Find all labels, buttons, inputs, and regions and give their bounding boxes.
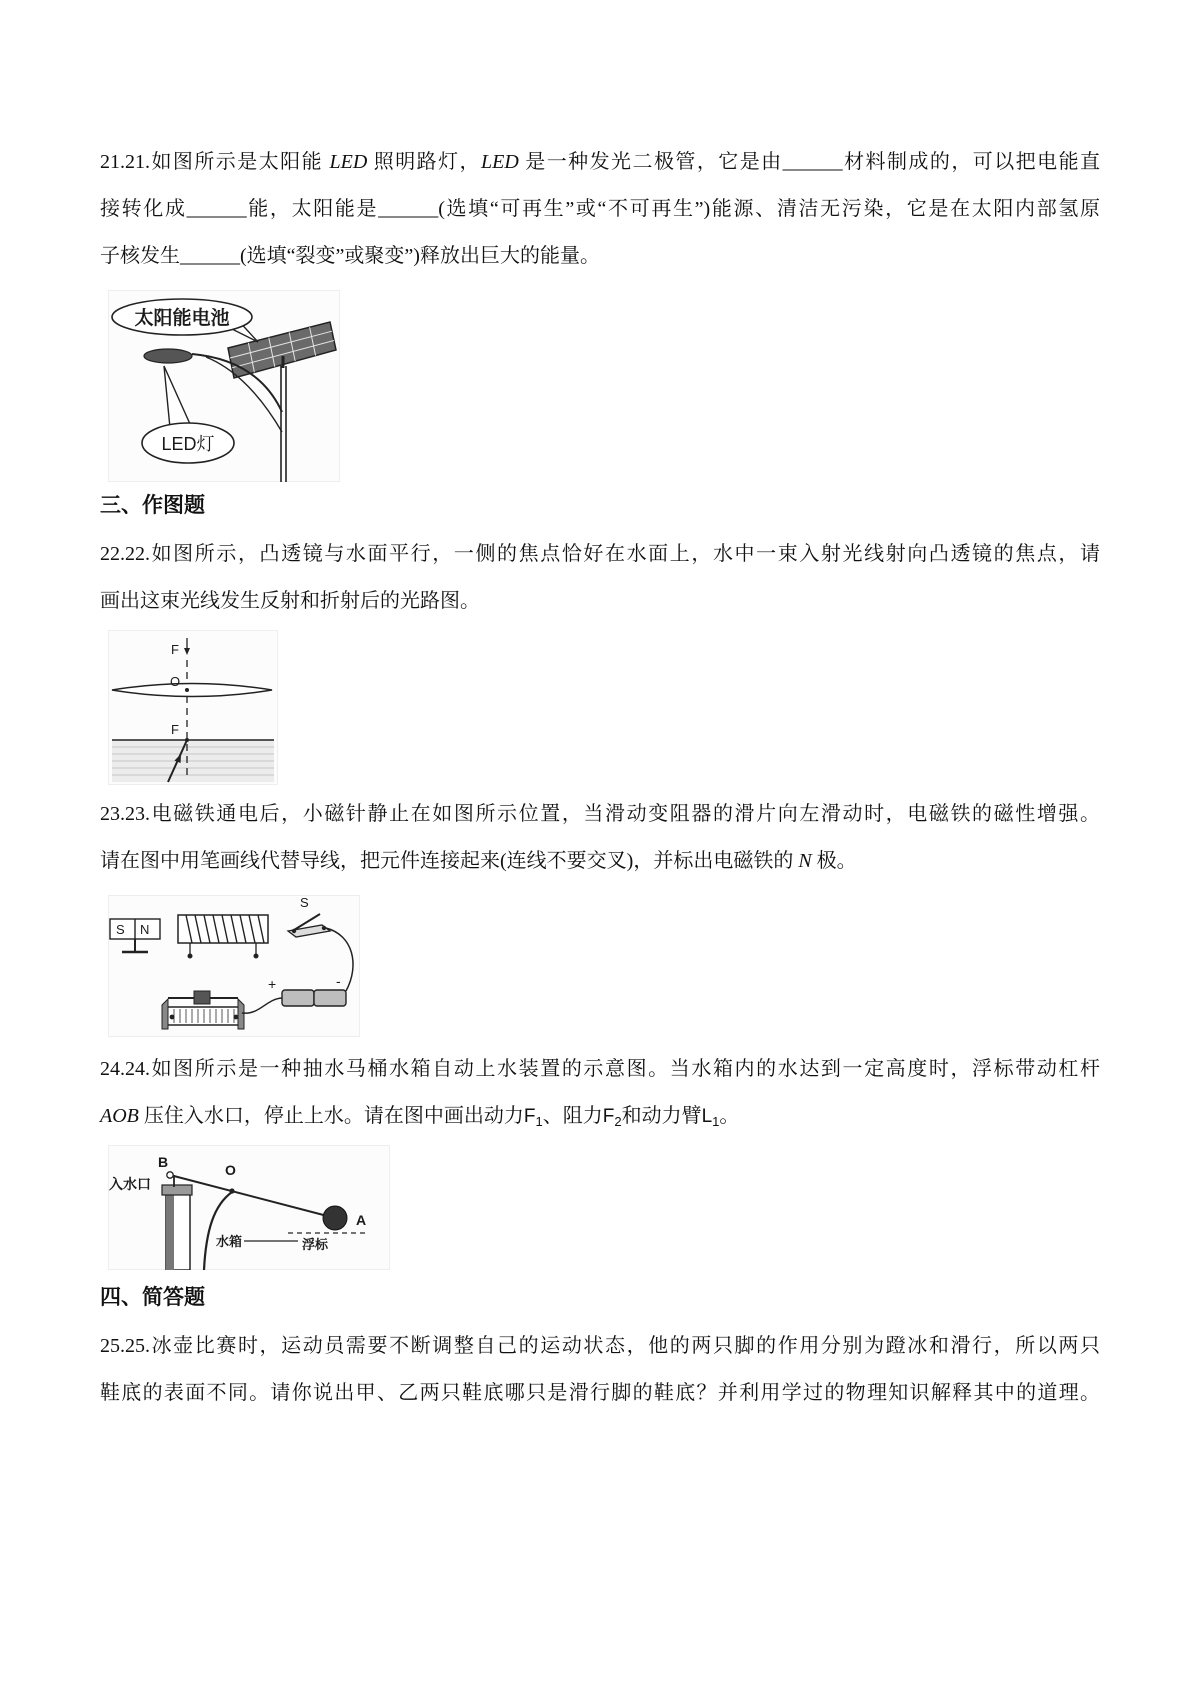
pivot-o-point	[229, 1188, 234, 1193]
lever-aob	[170, 1175, 335, 1218]
toilet-tank-lever-figure	[108, 1145, 390, 1270]
question-23-line-1: 23.23.电磁铁通电后，小磁针静止在如图所示位置，当滑动变阻器的滑片向左滑动时，电磁铁的磁性增强。	[100, 803, 1100, 825]
n-pole-term: N	[798, 850, 812, 872]
tank-label: 水箱	[216, 1234, 243, 1249]
arm-l1-symbol: L	[701, 1106, 713, 1127]
led-term: LED	[329, 151, 368, 173]
pivot-support	[204, 1192, 232, 1270]
force-f2-subscript: 2	[614, 1114, 622, 1129]
solar-street-lamp-figure	[108, 290, 340, 482]
point-b-label: B	[158, 1154, 169, 1170]
led-lamp-head	[144, 349, 192, 363]
question-21-line-1	[100, 139, 1100, 186]
led-lamp-label: LED灯	[161, 434, 215, 454]
arm-l1-subscript: 1	[712, 1114, 720, 1129]
q24-text-segment: 。	[719, 1105, 740, 1127]
battery-plus-label: +	[268, 976, 277, 992]
question-24-line-1: 24.24.如图所示是一种抽水马桶水箱自动上水装置的示意图。当水箱内的水达到一定高度时，浮标带动杠杆	[100, 1058, 1100, 1080]
sliding-rheostat	[162, 991, 244, 1029]
float-ball	[323, 1206, 347, 1230]
focus-bottom-label: F	[171, 722, 179, 737]
force-f1-symbol: F	[523, 1106, 536, 1127]
question-21-line-3: 子核发生______(选填“裂变”或聚变”)释放出巨大的能量。	[100, 245, 600, 267]
solar-cell-label: 太阳能电池	[134, 308, 230, 329]
q23-text-segment: 极。	[811, 850, 857, 872]
switch	[288, 895, 330, 937]
battery-pack	[268, 973, 346, 1006]
question-25	[100, 1323, 1100, 1417]
convex-lens	[112, 684, 272, 697]
question-21	[100, 139, 1100, 280]
solar-street-lamp-drawing	[108, 290, 340, 482]
question-22-line-1: 22.22.如图所示，凸透镜与水面平行，一侧的焦点恰好在水面上，水中一束入射光线射向凸透镜的焦点，请	[100, 543, 1100, 565]
battery-minus-label: -	[336, 973, 341, 989]
led-lamp-callout	[142, 366, 234, 463]
led-term: LED	[481, 151, 519, 173]
q23-text-segment: 请在图中用笔画线代替导线，把元件连接起来(连线不要交叉)，并标出电磁铁的	[100, 850, 799, 872]
solar-cell-callout	[112, 299, 258, 342]
point-a-label: A	[356, 1212, 367, 1228]
rheostat-battery-wire	[242, 998, 282, 1013]
q24-text-segment: 、阻力	[542, 1105, 603, 1127]
lens-water-drawing	[108, 630, 278, 785]
focus-top-label: F	[171, 642, 179, 657]
section-heading-drawing: 三、作图题	[100, 493, 205, 517]
q21-text-segment: 21.21.如图所示是太阳能	[100, 151, 330, 173]
electromagnet-coil	[178, 915, 268, 959]
point-b-marker	[167, 1172, 173, 1178]
float-label: 浮标	[302, 1237, 329, 1252]
needle-n-label: N	[140, 922, 150, 937]
electromagnet-circuit-figure	[108, 895, 360, 1037]
force-f2-symbol: F	[602, 1106, 615, 1127]
toilet-tank-lever-drawing	[108, 1145, 390, 1270]
inlet-label: 入水口	[109, 1176, 151, 1192]
question-22-line-2: 画出这束光线发生反射和折射后的光路图。	[100, 590, 480, 612]
question-23	[100, 791, 1100, 885]
optical-center-point	[185, 688, 189, 692]
question-25-line-2: 鞋底的表面不同。请你说出甲、乙两只鞋底哪只是滑行脚的鞋底？并利用学过的物理知识解释其中的道理。	[100, 1382, 1100, 1404]
force-f1-subscript: 1	[535, 1114, 543, 1129]
q21-text-segment: 是一种发光二极管，它是由______材料制成的，可以把电能直	[518, 151, 1101, 173]
needle-s-label: S	[116, 922, 125, 937]
question-22	[100, 531, 1100, 625]
point-o-label: O	[225, 1162, 236, 1178]
lens-water-figure	[108, 630, 278, 785]
question-25-line-1: 25.25.冰壶比赛时，运动员需要不断调整自己的运动状态，他的两只脚的作用分别为蹬冰和滑行，所以两只	[100, 1335, 1100, 1357]
electromagnet-circuit-drawing	[108, 895, 360, 1037]
question-24-line-2	[100, 1093, 1100, 1140]
switch-s-label: S	[300, 895, 309, 910]
q21-text-segment: 照明路灯，	[367, 151, 481, 173]
q24-text-segment: 压住入水口，停止上水。请在图中画出动力	[138, 1105, 524, 1127]
small-magnetic-needle	[110, 919, 160, 952]
lamp-pole	[281, 366, 286, 482]
lever-aob-term: AOB	[100, 1105, 139, 1127]
question-24	[100, 1046, 1100, 1140]
section-heading-short-answer: 四、简答题	[100, 1285, 205, 1309]
question-23-line-2	[100, 838, 1100, 885]
q24-text-segment: 和动力臂	[621, 1105, 702, 1127]
focus-arrow-marker	[184, 638, 190, 655]
inlet-pipe	[162, 1185, 192, 1270]
question-21-line-2: 接转化成______能，太阳能是______(选填“可再生”或“不可再生”)能源、清洁无污染，它是在太阳内部氢原	[100, 198, 1100, 220]
optical-center-label: O	[170, 674, 181, 689]
water-region	[112, 740, 274, 782]
